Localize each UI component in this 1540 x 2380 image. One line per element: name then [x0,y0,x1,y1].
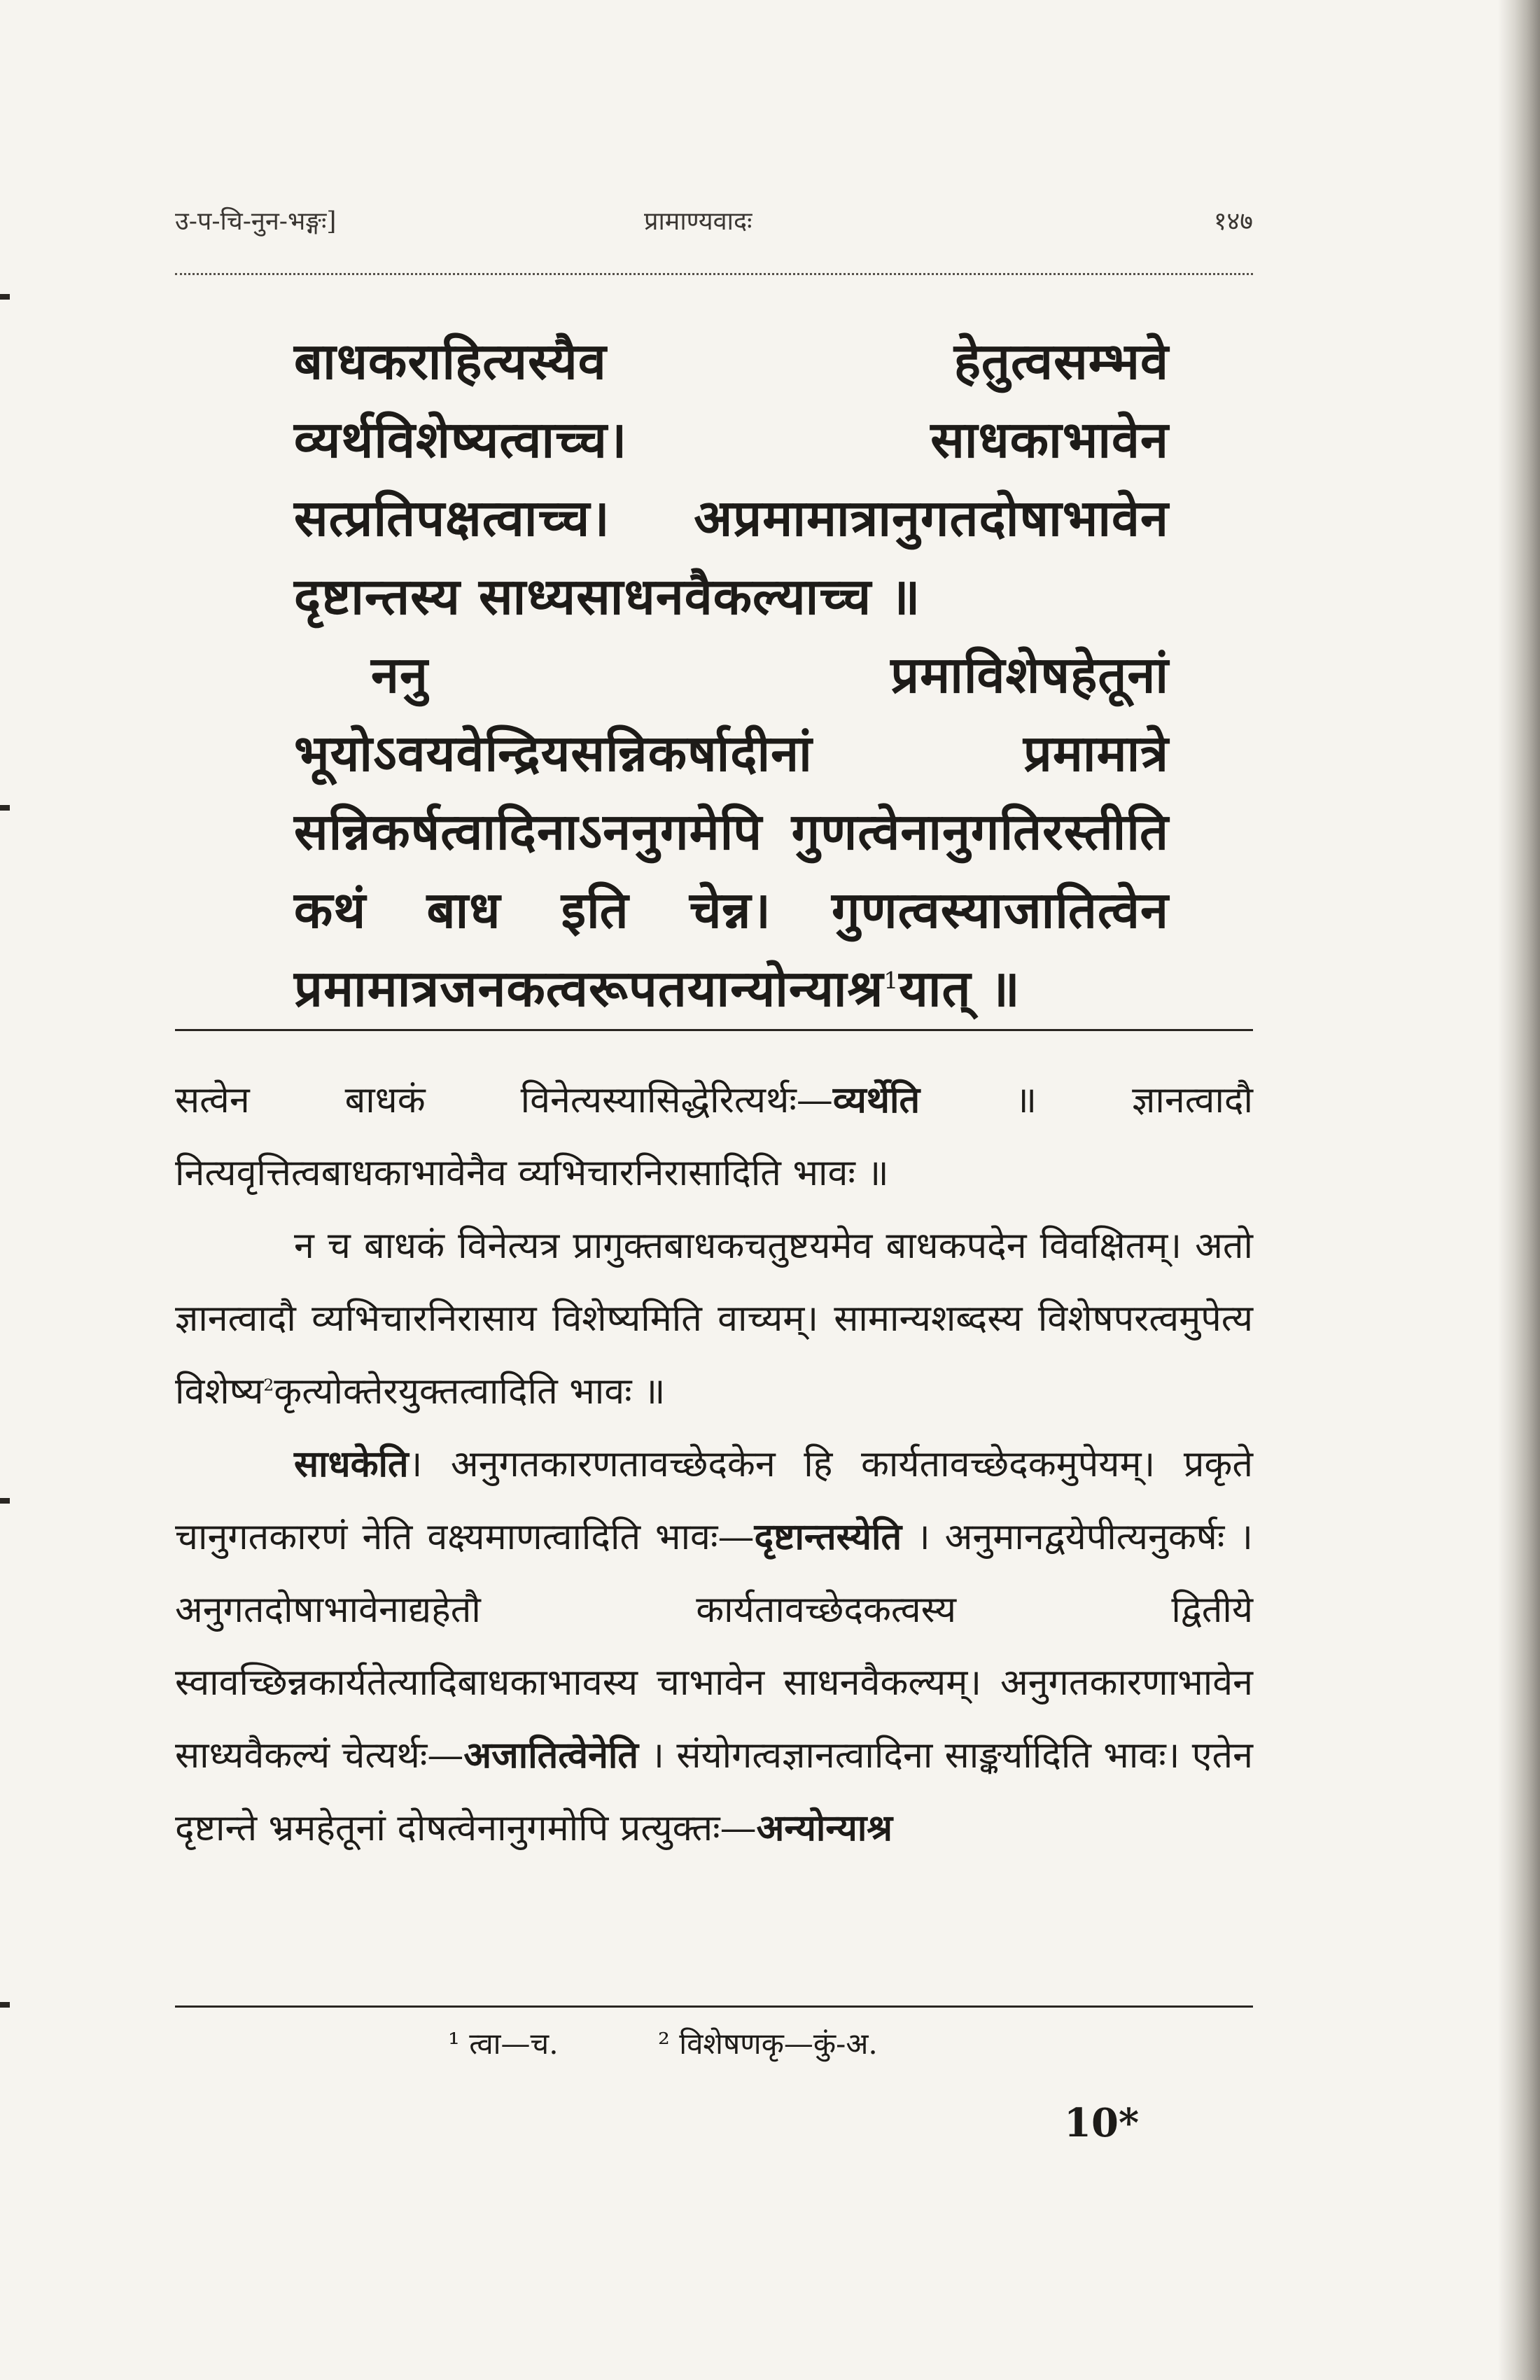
commentary-keyword: दृष्टान्तस्येति [754,1516,902,1558]
scan-edge [1498,0,1540,2380]
main-text-span: ननु प्रमाविशेषहेतूनां भूयोऽवयवेन्द्रियसन्निकर्षादीनां प्रमामात्रे सन्निकर्षत्वादिनाऽननुगमेपि गुणत्वेनानुगतिरस्तीति कथं बाध इति चेन्न। गुणत्वस्याजातित्वेन प्रमामात्रजनकत्वरूपतयान्योन्याश्र [294,645,1169,1018]
commentary-keyword: अजातित्वेनेति [463,1734,638,1777]
footnote-rule [175,2005,1253,2008]
main-paragraph [294,636,1169,1028]
commentary-span: कृत्योक्तेरयुक्तत्वादिति भावः ॥ [274,1371,666,1413]
footnotes [448,2023,1148,2072]
commentary-span: न च बाधकं विनेत्यत्र प्रागुक्तबाधकचतुष्टयमेव बाधकपदेन विवक्षितम्। अतो ज्ञानत्वादौ व्यभिचारनिरासाय विशेष्यमिति वाच्यम्। सामान्यशब्दस्य विशेषपरत्वमुपेत्य विशेष्य [175,1225,1253,1413]
margin-mark [0,294,10,300]
footnote-ref: 1 [883,967,899,994]
page-number: १४७ [1213,207,1253,236]
commentary-span: । अनुगतकारणतावच्छेदकेन हि कार्यतावच्छेदकमुपेयम्। प्रकृते चानुगतकारणं नेति वक्ष्यमाणत्वादिति भावः— [175,1443,1253,1558]
running-head-left: उ-प-चि-नुन-भङ्गः] [175,207,337,236]
commentary-span: ॥ ज्ञानत्वादौ नित्यवृत्तित्वबाधकाभावेनैव व्यभिचारनिरासादिति भावः ॥ [175,1079,1253,1194]
footnote-ref: 2 [263,1375,274,1395]
margin-mark [0,2002,10,2008]
main-text-span: यात् ॥ [899,958,1021,1018]
main-text [294,322,1169,1028]
commentary-span: । संयोगत्वज्ञानत्वादिना साङ्कर्यादिति भावः। एतेन दृष्टान्ते भ्रमहेतूनां दोषत्वेनानुगमोपि प्रत्युक्तः— [175,1735,1253,1849]
main-paragraph: बाधकराहित्यस्यैव हेतुत्वसम्भवे व्यर्थविशेष्यत्वाच्च। साधकाभावेन सत्प्रतिपक्षत्वाच्च। अप्रमामात्रानुगतदोषाभावेन दृष्टान्तस्य साध्यसाधनवैकल्याच्च ॥ [294,331,1169,626]
commentary-paragraph [175,1428,1253,1865]
section-rule [175,1029,1253,1031]
commentary-paragraph [175,1064,1253,1210]
running-head-title: प्रामाण्यवादः [644,207,752,236]
commentary-keyword: साधकेति [294,1443,409,1485]
commentary [175,1064,1253,1865]
footnote-1: ¹ त्वा—च. [448,2026,559,2061]
footnote-2: ² विशेषणकृ—कुं-अ. [658,2026,878,2061]
margin-mark [0,1498,10,1504]
header-rule [175,273,1253,275]
commentary-paragraph [175,1210,1253,1428]
commentary-span: । अनुमानद्वयेपीत्यनुकर्षः । अनुगतदोषाभावेनाद्यहेतौ कार्यतावच्छेदकत्वस्य द्वितीये स्वावच्छिन्नकार्यतेत्यादिबाधकाभावस्य चाभावेन साधनवैकल्यम्। अनुगतकारणाभावेन साध्यवैकल्यं चेत्यर्थः— [175,1516,1253,1777]
running-head [175,196,1253,245]
commentary-span: सत्वेन बाधकं विनेत्यस्यासिद्धेरित्यर्थः— [175,1079,833,1121]
commentary-keyword: व्यर्थेति [832,1079,920,1121]
commentary-keyword: अन्योन्याश्र [756,1807,893,1849]
signature-mark: 10* [1064,2100,1140,2146]
margin-mark [0,805,10,811]
